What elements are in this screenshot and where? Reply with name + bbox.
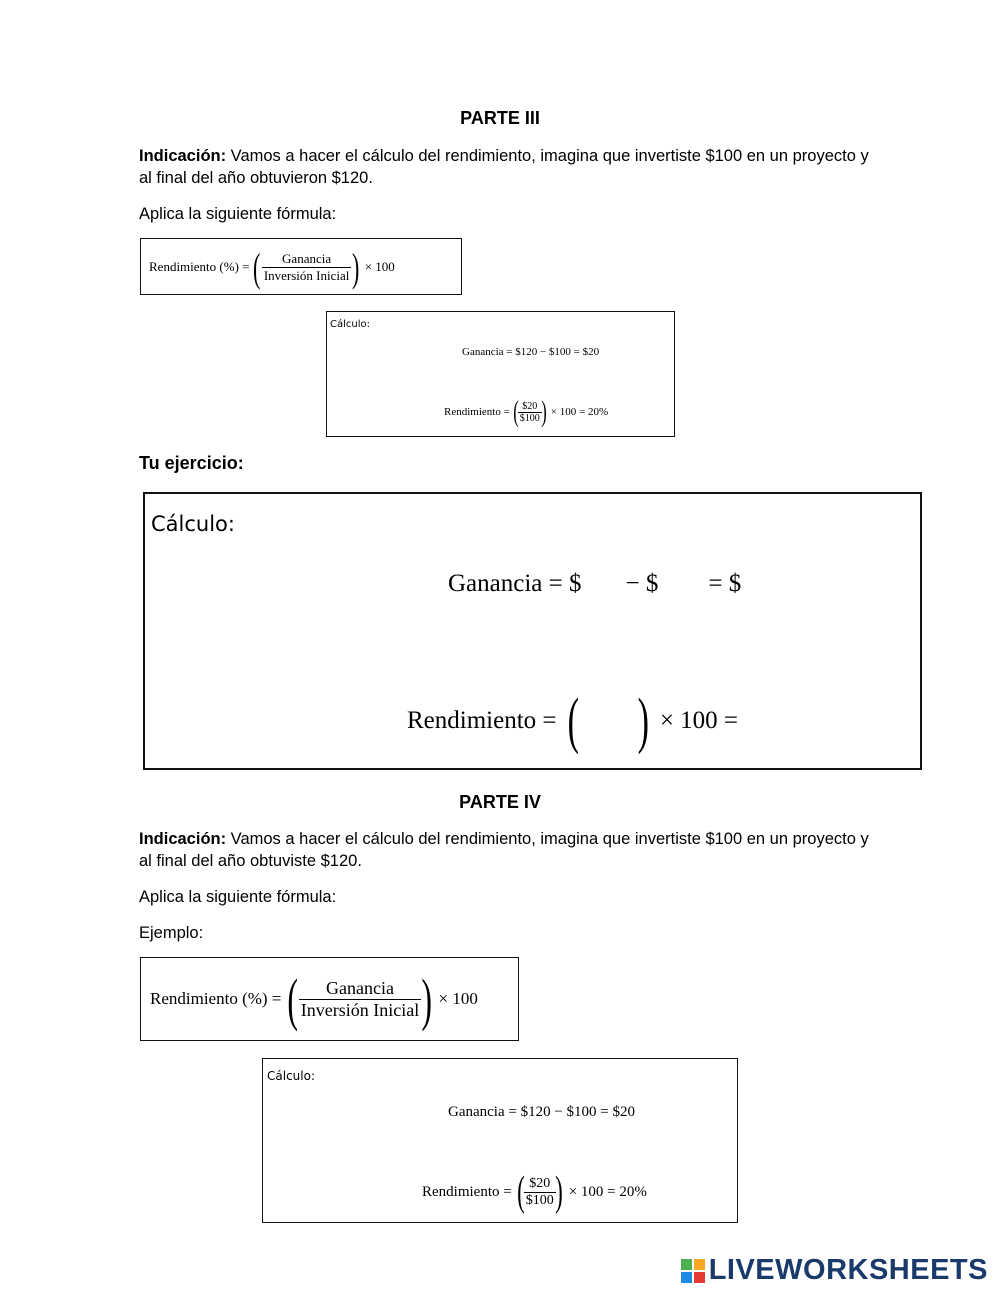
part3-formula-rhs: × 100 (364, 259, 395, 274)
right-paren: ) (541, 395, 547, 428)
part3-calc-den: $100 (519, 412, 540, 424)
part3-indication-label: Indicación: (139, 147, 227, 165)
part3-indication-text: Vamos a hacer el cálculo del rendimiento, imagina que invertiste $100 en un proyecto y al final del año obtuvieron $120. (139, 147, 869, 187)
exercise-calc-label: Cálculo: (151, 512, 235, 536)
part3-calc-line1: Ganancia = $120 − $100 = $20 (462, 346, 600, 358)
right-paren: ) (352, 244, 360, 290)
part4-calc-den: $100 (525, 1192, 554, 1208)
part3-formula-lhs: Rendimiento (%) = (149, 259, 250, 274)
part4-calc-fraction (524, 1176, 556, 1209)
part4-example-label: Ejemplo: (139, 924, 204, 942)
logo-grid-icon (681, 1259, 705, 1283)
part4-indication (139, 828, 879, 872)
left-paren: ( (516, 1169, 525, 1215)
logo-square-2 (694, 1259, 705, 1270)
part3-calc-line2-lhs: Rendimiento = (444, 406, 510, 418)
exercise-line1-b: − $ (625, 570, 659, 597)
part4-calc-box (262, 1058, 738, 1223)
part3-apply-text: Aplica la siguiente fórmula: (139, 205, 337, 223)
part4-apply-text: Aplica la siguiente fórmula: (139, 888, 337, 906)
right-paren: ) (421, 966, 433, 1032)
exercise-line1 (448, 570, 741, 598)
exercise-line1-a: Ganancia = $ (448, 570, 582, 597)
left-paren: ( (253, 244, 261, 290)
part4-indication-text: Vamos a hacer el cálculo del rendimiento, imagina que invertiste $100 en un proyecto y al final del año obtuviste $120. (139, 830, 869, 870)
part3-formula-box (140, 238, 462, 295)
part3-indication (139, 145, 879, 189)
part3-formula-fraction (262, 251, 352, 284)
part4-formula-lhs: Rendimiento (%) = (150, 989, 282, 1008)
logo-square-3 (681, 1272, 692, 1283)
part4-title: PARTE IV (459, 792, 541, 812)
liveworksheets-logo (681, 1254, 988, 1287)
exercise-line2-rhs: × 100 = (659, 707, 739, 734)
exercise-box (143, 492, 922, 770)
exercise-line2 (407, 686, 739, 755)
part3-calc-line2-rhs: × 100 = 20% (550, 406, 609, 418)
part4-calc-line2 (422, 1169, 647, 1215)
exercise-line1-c: = $ (708, 570, 742, 597)
part4-calc-label: Cálculo: (267, 1069, 315, 1083)
part3-formula-num: Ganancia (282, 250, 332, 266)
part3-formula-den: Inversión Inicial (263, 267, 350, 283)
part3-calc-box (326, 311, 675, 437)
part3-calc-fraction (518, 401, 542, 424)
exercise-label: Tu ejercicio: (139, 453, 244, 473)
part4-formula-box (140, 957, 519, 1041)
part3-calc-line2 (444, 395, 608, 429)
part4-formula-num: Ganancia (325, 977, 394, 998)
brand-name: LIVEWORKSHEETS (708, 1254, 988, 1286)
part3-calc-label: Cálculo: (330, 319, 370, 330)
right-paren: ) (637, 686, 650, 755)
part4-calc-num: $20 (529, 1175, 551, 1191)
part4-indication-label: Indicación: (139, 830, 227, 848)
part4-calc-line2-rhs: × 100 = 20% (568, 1183, 647, 1200)
exercise-line2-lhs: Rendimiento = (407, 707, 557, 734)
left-paren: ( (287, 966, 299, 1032)
left-paren: ( (567, 686, 579, 755)
part4-formula-rhs: × 100 (438, 989, 478, 1008)
part4-formula-fraction (299, 978, 421, 1021)
logo-square-4 (694, 1272, 705, 1283)
logo-square-1 (681, 1259, 692, 1270)
part4-calc-line1: Ganancia = $120 − $100 = $20 (448, 1104, 636, 1120)
right-paren: ) (554, 1169, 563, 1215)
left-paren: ( (513, 395, 519, 428)
part4-formula-den: Inversión Inicial (300, 999, 420, 1020)
part3-title: PARTE III (460, 108, 540, 128)
part3-calc-num: $20 (522, 400, 538, 412)
part4-calc-line2-lhs: Rendimiento = (422, 1183, 512, 1200)
